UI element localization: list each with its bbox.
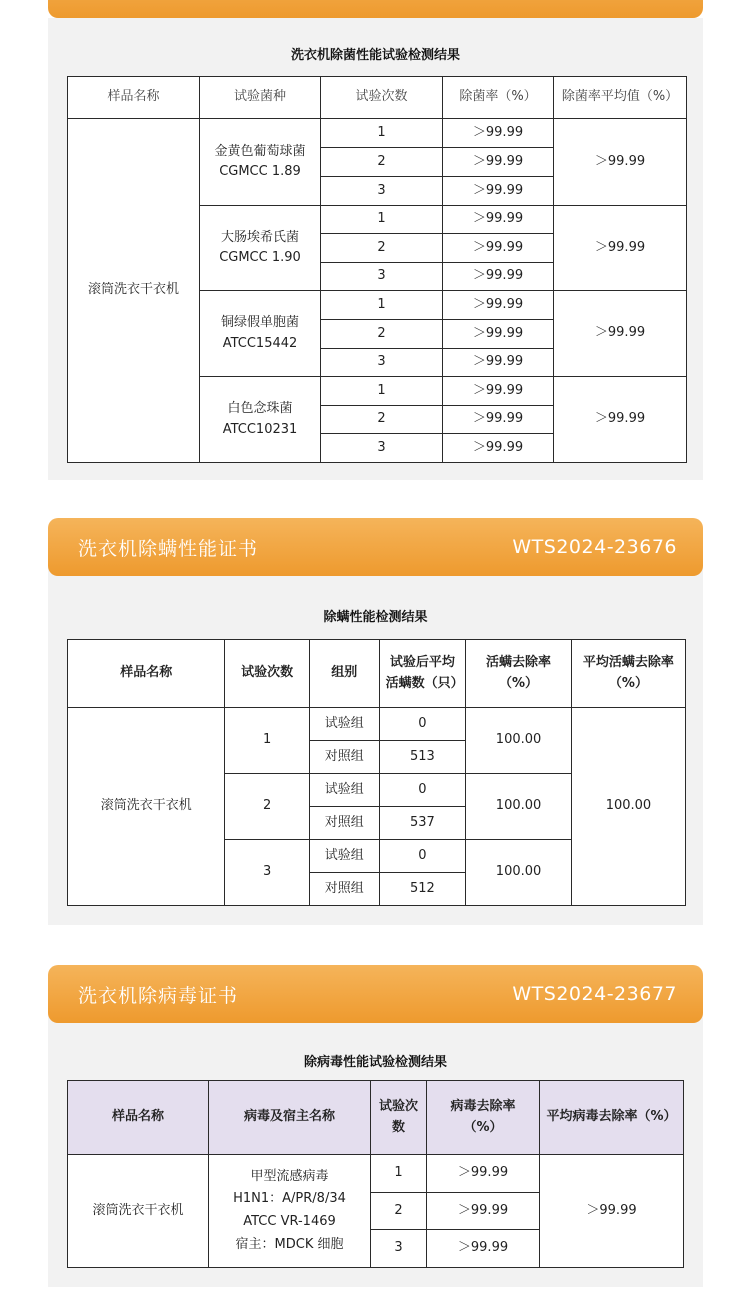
trial-cell: 1 xyxy=(371,1155,427,1193)
rate-cell: ＞99.99 xyxy=(443,406,554,434)
group-cell: 对照组 xyxy=(309,807,379,840)
group-cell: 试验组 xyxy=(309,840,379,873)
trial-cell: 2 xyxy=(321,234,443,263)
trial-cell: 2 xyxy=(225,774,310,840)
antibacterial-banner xyxy=(48,0,703,18)
group-cell: 试验组 xyxy=(309,708,379,741)
average-cell: ＞99.99 xyxy=(554,291,687,377)
trial-cell: 3 xyxy=(225,840,310,906)
count-cell: 537 xyxy=(379,807,466,840)
strain-name: 铜绿假单胞菌 xyxy=(220,315,299,331)
trial-cell: 1 xyxy=(225,708,310,774)
header-trial-count: 试验次数 xyxy=(321,77,443,119)
rate-cell: ＞99.99 xyxy=(427,1155,540,1193)
strain-cell xyxy=(200,291,321,377)
rate-cell: ＞99.99 xyxy=(443,320,554,349)
strain-cell xyxy=(200,206,321,291)
virus-banner-title: 洗衣机除病毒证书 xyxy=(78,984,239,1007)
average-cell: ＞99.99 xyxy=(554,377,687,463)
header-removal-rate: 除菌率（%） xyxy=(443,77,554,119)
count-cell: 513 xyxy=(379,741,466,774)
trial-cell: 2 xyxy=(321,148,443,177)
virus-banner-code: WTS2024-23677 xyxy=(512,983,677,1005)
trial-cell: 3 xyxy=(321,177,443,206)
header-trial-count: 试验次数 xyxy=(371,1081,427,1155)
rate-cell: ＞99.99 xyxy=(443,377,554,406)
sample-name-cell: 滚筒洗衣干衣机 xyxy=(68,119,200,463)
header-avg-live-mites: 试验后平均活螨数（只） xyxy=(379,640,466,708)
rate-cell: 100.00 xyxy=(466,774,572,840)
mite-banner xyxy=(48,518,703,576)
trial-cell: 2 xyxy=(321,406,443,434)
sample-name-cell: 滚筒洗衣干衣机 xyxy=(68,1155,209,1268)
header-sample-name: 样品名称 xyxy=(68,640,225,708)
rate-cell: ＞99.99 xyxy=(427,1193,540,1230)
count-cell: 512 xyxy=(379,873,466,906)
rate-cell: ＞99.99 xyxy=(427,1230,540,1268)
antibacterial-table xyxy=(67,76,687,463)
trial-cell: 1 xyxy=(321,377,443,406)
count-cell: 0 xyxy=(379,840,466,873)
average-cell: 100.00 xyxy=(571,708,685,906)
header-average-rate: 除菌率平均值（%） xyxy=(554,77,687,119)
group-cell: 试验组 xyxy=(309,774,379,807)
virus-line: H1N1：A/PR/8/34 xyxy=(233,1191,346,1207)
rate-cell: ＞99.99 xyxy=(443,148,554,177)
virus-banner xyxy=(48,965,703,1023)
virus-line: 宿主：MDCK 细胞 xyxy=(235,1236,344,1252)
header-avg-virus-removal-rate: 平均病毒去除率（%） xyxy=(540,1081,684,1155)
count-cell: 0 xyxy=(379,708,466,741)
header-virus-host: 病毒及宿主名称 xyxy=(209,1081,371,1155)
trial-cell: 3 xyxy=(321,434,443,463)
strain-cell xyxy=(200,119,321,206)
header-strain: 试验菌种 xyxy=(200,77,321,119)
trial-cell: 3 xyxy=(321,263,443,291)
strain-name: 金黄色葡萄球菌 xyxy=(214,143,306,159)
average-cell: ＞99.99 xyxy=(554,119,687,206)
trial-cell: 1 xyxy=(321,291,443,320)
mite-banner-title: 洗衣机除螨性能证书 xyxy=(78,537,259,560)
trial-cell: 1 xyxy=(321,119,443,148)
count-cell: 0 xyxy=(379,774,466,807)
group-cell: 对照组 xyxy=(309,741,379,774)
rate-cell: ＞99.99 xyxy=(443,206,554,234)
trial-cell: 2 xyxy=(371,1193,427,1230)
trial-cell: 3 xyxy=(371,1230,427,1268)
group-cell: 对照组 xyxy=(309,873,379,906)
rate-cell: ＞99.99 xyxy=(443,291,554,320)
strain-name: 白色念珠菌 xyxy=(227,401,293,417)
header-mite-removal-rate: 活螨去除率（%） xyxy=(466,640,572,708)
mite-table xyxy=(67,639,686,906)
header-sample-name: 样品名称 xyxy=(68,77,200,119)
trial-cell: 1 xyxy=(321,206,443,234)
rate-cell: 100.00 xyxy=(466,708,572,774)
strain-code: CGMCC 1.90 xyxy=(219,250,301,265)
mite-banner-code: WTS2024-23676 xyxy=(512,536,677,558)
rate-cell: ＞99.99 xyxy=(443,263,554,291)
virus-table xyxy=(67,1080,684,1268)
sample-name-cell: 滚筒洗衣干衣机 xyxy=(68,708,225,906)
virus-line: ATCC VR-1469 xyxy=(243,1214,336,1229)
average-cell: ＞99.99 xyxy=(540,1155,684,1268)
strain-cell xyxy=(200,377,321,463)
mite-table-title: 除螨性能检测结果 xyxy=(323,610,428,625)
strain-code: ATCC10231 xyxy=(222,421,298,437)
virus-table-title: 除病毒性能试验检测结果 xyxy=(303,1055,447,1070)
header-trial-count: 试验次数 xyxy=(225,640,310,708)
rate-cell: ＞99.99 xyxy=(443,434,554,463)
rate-cell: ＞99.99 xyxy=(443,349,554,377)
header-avg-mite-removal-rate: 平均活螨去除率（%） xyxy=(571,640,685,708)
rate-cell: 100.00 xyxy=(466,840,572,906)
strain-name: 大肠埃希氏菌 xyxy=(220,229,299,245)
strain-code: CGMCC 1.89 xyxy=(219,164,301,179)
average-cell: ＞99.99 xyxy=(554,206,687,291)
header-sample-name: 样品名称 xyxy=(68,1081,209,1155)
rate-cell: ＞99.99 xyxy=(443,234,554,263)
virus-line: 甲型流感病毒 xyxy=(250,1168,329,1184)
rate-cell: ＞99.99 xyxy=(443,119,554,148)
header-group: 组别 xyxy=(309,640,379,708)
trial-cell: 3 xyxy=(321,349,443,377)
strain-code: ATCC15442 xyxy=(222,335,298,351)
rate-cell: ＞99.99 xyxy=(443,177,554,206)
antibacterial-table-title: 洗衣机除菌性能试验检测结果 xyxy=(290,48,460,63)
header-virus-removal-rate: 病毒去除率（%） xyxy=(427,1081,540,1155)
trial-cell: 2 xyxy=(321,320,443,349)
virus-host-cell xyxy=(209,1155,371,1268)
